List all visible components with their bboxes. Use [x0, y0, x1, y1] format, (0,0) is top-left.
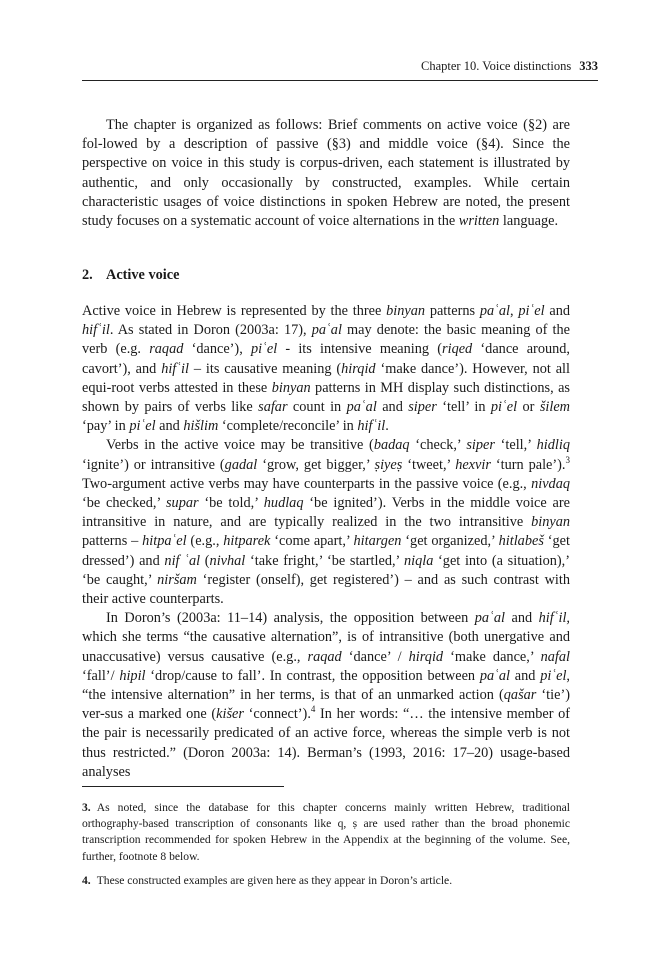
running-header	[82, 58, 598, 74]
paragraph-3: In Doron’s (2003a: 11–14) analysis, the opposition between paʿal and hifʿil, which she terms “the causative alternation”, is of intransitive (both unergative and unaccusative) versus causative (e.g., raqad ‘dance’ / hirqid ‘make dance,’ nafal ‘fall’/ hipil ‘drop/cause to fall’. In contrast, the opposition between paʿal and piʿel, “the intensive alternation” in her terms, is that of an unmarked action (qašar ‘tie’) ver-sus a marked one (kišer ‘connect’).$^4$ In her words: “… the intensive member of the pair is necessarily predicated of an active force, whereas the simple verb is not thus restricted.” (Doron 2003a: 14). Berman’s (1993, 2016: 17–20) usage-based analyses	[82, 610, 571, 780]
paragraph-2: Verbs in the active voice may be transitive (badaq ‘check,’ siper ‘tell,’ hidliq ‘ignite’) or intransitive (gadal ‘grow, get bigger,’ ṣiyeṣ ‘tweet,’ hexvir ‘turn pale’).$^3$ Two-argument active verbs may have counterparts in the passive voice (e.g., nivdaq ‘be checked,’ supar ‘be told,’ hudlaq ‘be ignited’). Verbs in the middle voice are intransitive in nature, and are typically realized in the two intransitive binyan patterns – hitpaʿel (e.g., hitparek ‘come apart,’ hitargen ‘get organized,’ hitlabeš ‘get dressed’) and nif ʿal (nivhal ‘take fright,’ ‘be startled,’ niqla ‘get into (a situation),’ ‘be caught,’ niršam ‘register (onself), get registered’) – and as such contrast with their active counterparts.	[82, 437, 571, 608]
intro-paragraph: The chapter is organized as follows: Brief comments on active voice (§2) are fol-lowed by a description of passive (§3) and middle voice (§4). Since the perspective on voice in this study is corpus-driven, each statement is illustrated by authentic, and only occasionally by constructed, examples. While certain characteristic usages of voice distinctions in spoken Hebrew are noted, the present study focuses on a systematic account of voice alternations in the written language.	[82, 117, 570, 230]
footnote-ref-4[interactable]: 4	[310, 704, 316, 715]
running-title: Chapter 10. Voice distinctions	[421, 59, 572, 73]
footnote-number: 3.	[82, 801, 91, 814]
footnote-text: As noted, since the database for this chapter concerns mainly written Hebrew, traditional orthography-based transcription of consonants like q, ṣ are used rather than the broad phonemic transcription recommended for spoken Hebrew in the Appendix at the beginning of the volume. See, further, footnote 8 below.	[82, 801, 570, 863]
section-heading	[82, 266, 179, 285]
footnote-rule	[82, 786, 284, 787]
section-number: 2.	[82, 267, 93, 283]
footnote-3	[82, 800, 570, 865]
paragraph-1: Active voice in Hebrew is represented by the three binyan patterns paʿal, piʿel and hifʿil. As stated in Doron (2003a: 17), paʿal may denote: the basic meaning of the verb (e.g. raqad ‘dance’), piʿel - its intensive meaning (riqed ‘dance around, cavort’), and hifʿil – its causative meaning (hirqid ‘make dance’). However, not all equi-root verbs attested in these binyan patterns in MH display such distinctions, as shown by pairs of verbs like safar count in paʿal and siper ‘tell’ in piʿel or šilem ‘pay’ in piʿel and hišlim ‘complete/reconcile’ in hifʿil.	[82, 303, 570, 435]
footnotes	[82, 800, 570, 897]
footnote-text: These constructed examples are given here as they appear in Doron’s article.	[96, 873, 453, 887]
section-title: Active voice	[106, 267, 180, 283]
section-body	[82, 302, 570, 782]
header-rule	[82, 80, 598, 81]
footnote-number: 4.	[82, 873, 91, 887]
intro-section	[82, 116, 570, 231]
page-number: 333	[579, 59, 598, 73]
footnote-ref-3[interactable]: 3	[565, 454, 571, 465]
footnote-4	[82, 873, 570, 889]
